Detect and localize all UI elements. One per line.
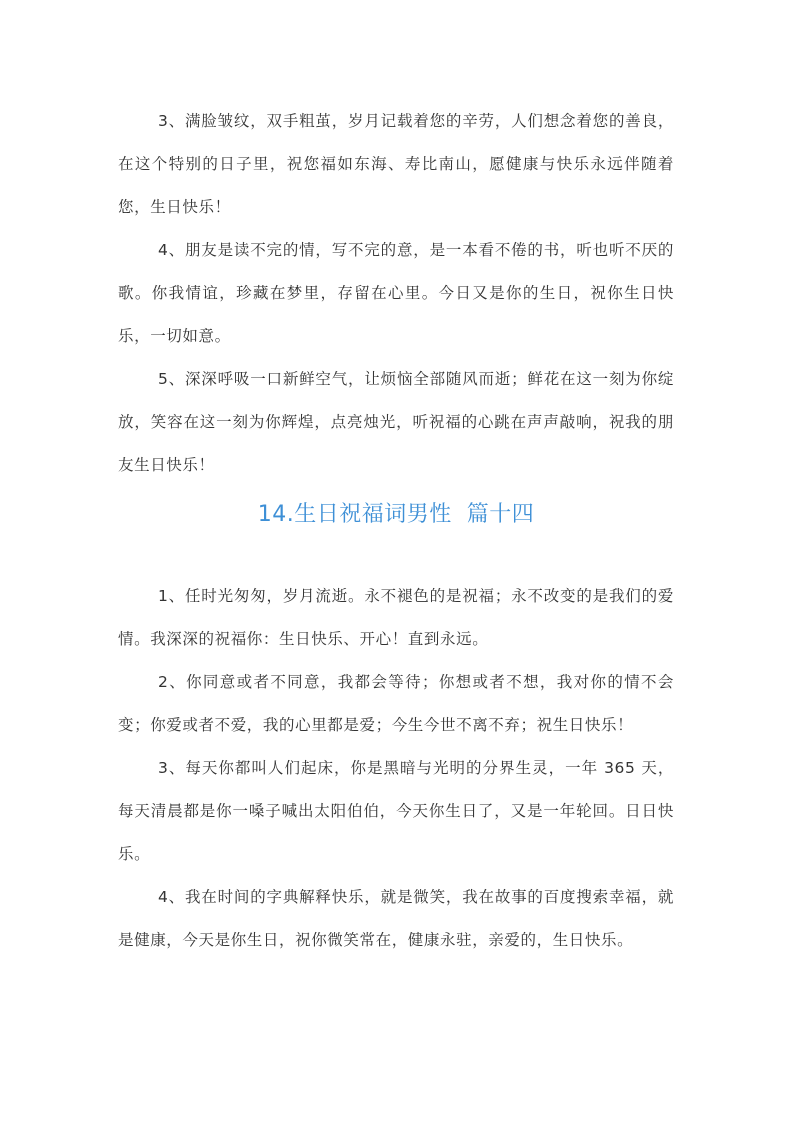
- section-paragraph-3: 3、每天你都叫人们起床，你是黑暗与光明的分界生灵，一年 365 天，每天清晨都是你一嗓子喊出太阳伯伯，今天你生日了，又是一年轮回。日日快乐。: [118, 759, 674, 863]
- section-title: [118, 493, 674, 575]
- paragraph-5: 5、深深呼吸一口新鲜空气，让烦恼全部随风而逝；鲜花在这一刻为你绽放，笑容在这一刻为你辉煌，点亮烛光，听祝福的心跳在声声敲响，祝我的朋友生日快乐！: [118, 370, 674, 474]
- section-paragraph-1: 1、任时光匆匆，岁月流逝。永不褪色的是祝福；永不改变的是我们的爱情。我深深的祝福你：生日快乐、开心！直到永远。: [118, 587, 674, 648]
- section-paragraph-4: 4、我在时间的字典解释快乐，就是微笑，我在故事的百度搜索幸福，就是健康，今天是你生日，祝你微笑常在，健康永驻，亲爱的，生日快乐。: [118, 888, 674, 949]
- section-title-text: 14.生日祝福词男性 篇十四: [257, 502, 535, 527]
- section-paragraph-2: 2、你同意或者不同意，我都会等待；你想或者不想，我对你的情不会变；你爱或者不爱，我的心里都是爱；今生今世不离不弃；祝生日快乐！: [118, 673, 674, 734]
- document-content: [118, 100, 674, 962]
- paragraph-3: 3、满脸皱纹，双手粗茧，岁月记载着您的辛劳，人们想念着您的善良，在这个特别的日子里，祝您福如东海、寿比南山，愿健康与快乐永远伴随着您，生日快乐！: [118, 112, 674, 216]
- paragraph-4: 4、朋友是读不完的情，写不完的意，是一本看不倦的书，听也听不厌的歌。你我情谊，珍藏在梦里，存留在心里。今日又是你的生日，祝你生日快乐，一切如意。: [118, 241, 674, 345]
